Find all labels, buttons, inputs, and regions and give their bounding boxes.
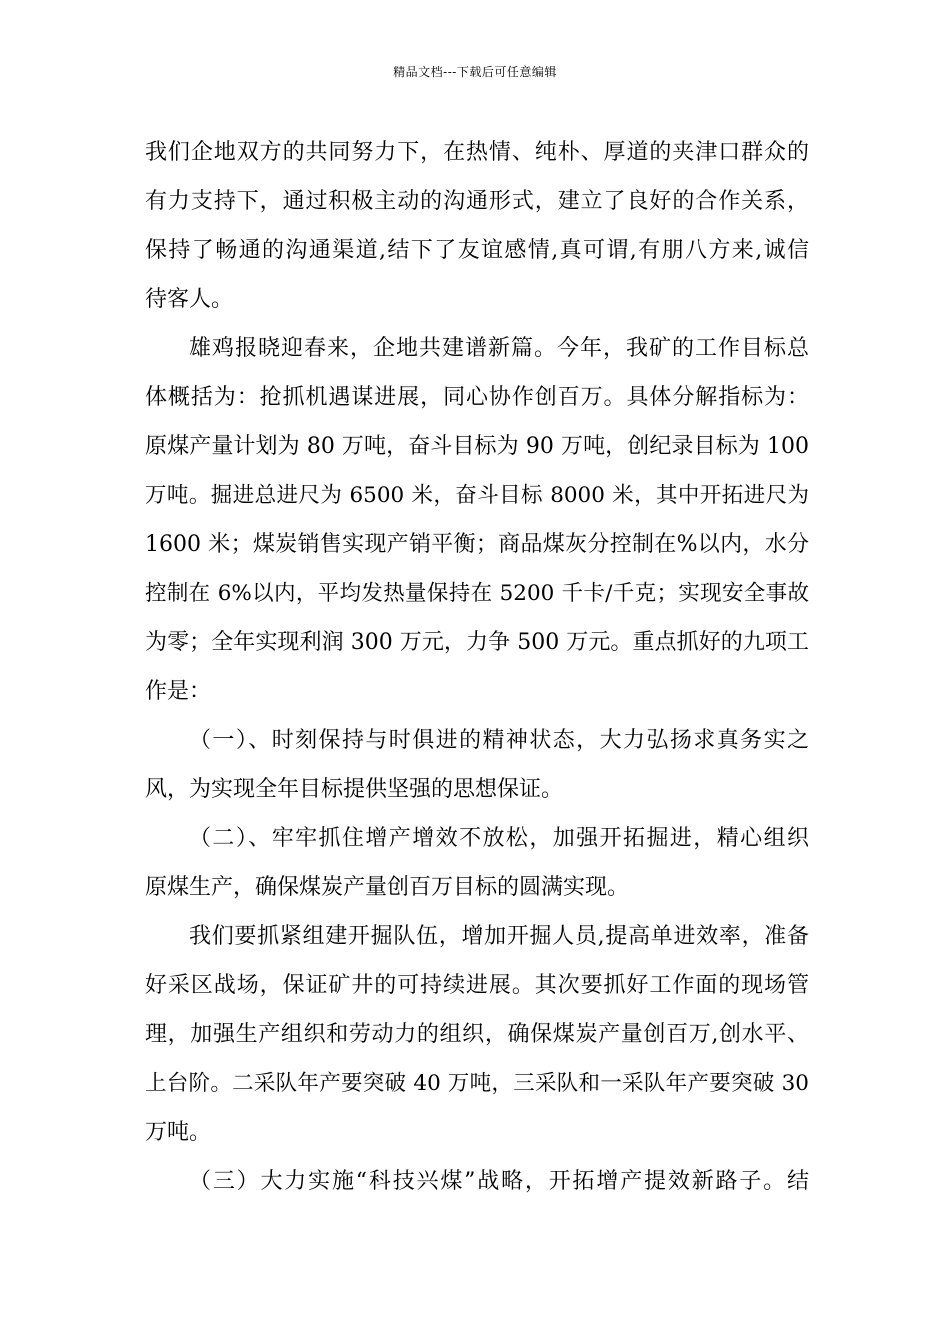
text-line: 上台阶。二采队年产要突破 40 万吨，三采队和一采队年产要突破 30 (145, 1071, 809, 1096)
text-line: 体概括为：抢抓机遇谋进展，同心协作创百万。具体分解指标为： (145, 385, 809, 410)
text-line: 我们要抓紧组建开掘队伍，增加开掘人员,提高单进效率，准备 (189, 924, 809, 949)
text-line: 雄鸡报晓迎春来，企地共建谱新篇。今年，我矿的工作目标总 (189, 336, 809, 361)
text-line: 有力支持下，通过积极主动的沟通形式，建立了良好的合作关系， (145, 189, 809, 214)
text-line: 1600 米；煤炭销售实现产销平衡；商品煤灰分控制在%以内，水分 (145, 532, 809, 557)
text-line: 控制在 6%以内，平均发热量保持在 5200 千卡/千克；实现安全事故 (145, 581, 809, 606)
text-line: 待客人。 (145, 287, 234, 312)
document-body (145, 128, 809, 1206)
text-line: 我们企地双方的共同努力下，在热情、纯朴、厚道的夹津口群众的 (145, 140, 809, 165)
text-line: （一）、时刻保持与时俱进的精神状态，大力弘扬求真务实之 (189, 728, 809, 753)
text-line: 万吨。 (145, 1120, 212, 1145)
text-line: 原煤生产，确保煤炭产量创百万目标的圆满实现。 (145, 875, 630, 900)
text-line: 作是： (145, 679, 212, 704)
text-line: （三）大力实施“科技兴煤”战略，开拓增产提效新路子。结 (189, 1169, 809, 1194)
text-line: 万吨。掘进总进尺为 6500 米，奋斗目标 8000 米，其中开拓进尺为 (145, 483, 809, 508)
text-line: 保持了畅通的沟通渠道,结下了友谊感情,真可谓,有朋八方来,诚信 (145, 238, 809, 263)
text-line: 为零；全年实现利润 300 万元，力争 500 万元。重点抓好的九项工 (145, 630, 809, 655)
text-line: （二）、牢牢抓住增产增效不放松，加强开拓掘进，精心组织 (189, 826, 809, 851)
text-line: 原煤产量计划为 80 万吨，奋斗目标为 90 万吨，创纪录目标为 100 (145, 434, 809, 459)
text-line: 理，加强生产组织和劳动力的组织，确保煤炭产量创百万,创水平、 (145, 1022, 809, 1047)
page-header: 精品文档---下载后可任意编辑 (393, 65, 557, 79)
text-line: 风，为实现全年目标提供坚强的思想保证。 (145, 777, 564, 802)
text-line: 好采区战场，保证矿井的可持续进展。其次要抓好工作面的现场管 (145, 973, 809, 998)
